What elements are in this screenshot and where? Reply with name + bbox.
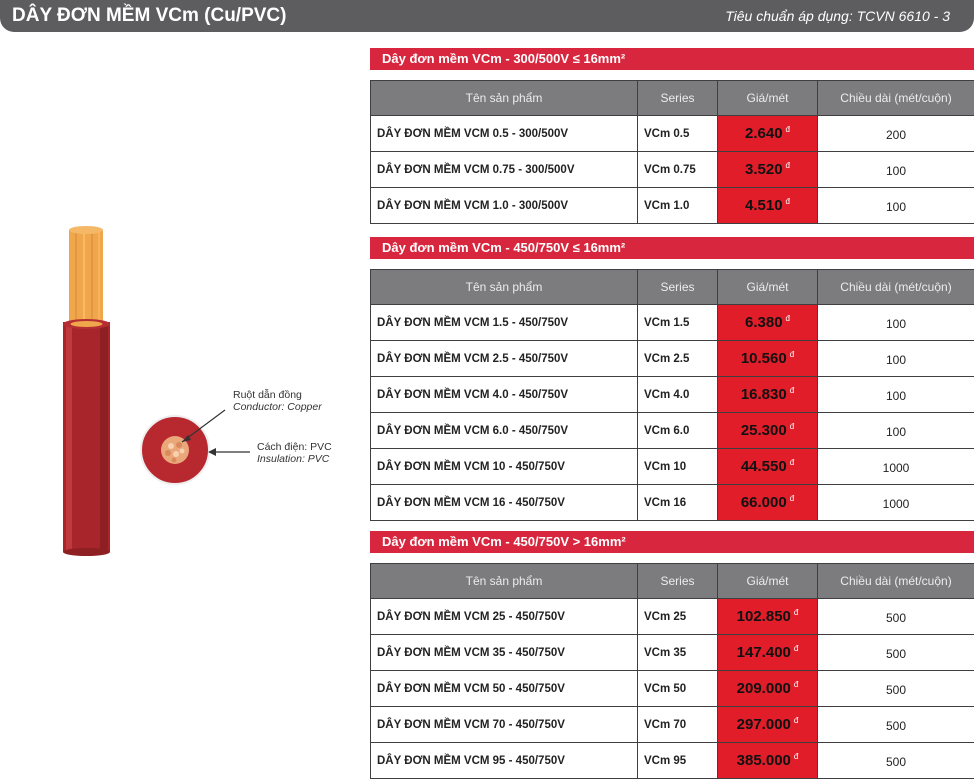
product-length: 1000 [818,485,974,521]
product-price: 147.400 $^đ$ [718,635,818,671]
product-name: DÂY ĐƠN MỀM VCM 1.5 - 450/750V [371,305,638,341]
product-price: 10.560 $^đ$ [718,341,818,377]
product-length: 100 [818,413,974,449]
product-price: 385.000 $^đ$ [718,743,818,779]
product-name: DÂY ĐƠN MỀM VCM 10 - 450/750V [371,449,638,485]
product-series: VCm 4.0 [638,377,718,413]
table-row [371,413,974,449]
table-row [371,188,974,224]
col-product-name: Tên sản phẩm [371,81,638,116]
product-length: 500 [818,599,974,635]
standard-note: Tiêu chuẩn áp dụng: TCVN 6610 - 3 [725,8,950,24]
col-price: Giá/mét [718,270,818,305]
product-series: VCm 50 [638,671,718,707]
table-row [371,635,974,671]
product-series: VCm 35 [638,635,718,671]
currency-symbol: đ [790,422,794,431]
currency-symbol: đ [794,752,798,761]
product-length: 100 [818,305,974,341]
col-price: Giá/mét [718,564,818,599]
conductor-label-en: Conductor: Copper [233,401,322,413]
price-table [370,80,974,224]
product-price: 2.640 $^đ$ [718,116,818,152]
col-length: Chiều dài (mét/cuộn) [818,270,974,305]
price-table [370,563,974,779]
product-name: DÂY ĐƠN MỀM VCM 95 - 450/750V [371,743,638,779]
table-header-row [371,270,974,305]
product-name: DÂY ĐƠN MỀM VCM 6.0 - 450/750V [371,413,638,449]
product-name: DÂY ĐƠN MỀM VCM 2.5 - 450/750V [371,341,638,377]
product-series: VCm 1.0 [638,188,718,224]
currency-symbol: đ [790,350,794,359]
currency-symbol: đ [786,197,790,206]
product-name: DÂY ĐƠN MỀM VCM 25 - 450/750V [371,599,638,635]
product-price: 297.000 $^đ$ [718,707,818,743]
currency-symbol: đ [786,125,790,134]
product-name: DÂY ĐƠN MỀM VCM 35 - 450/750V [371,635,638,671]
product-series: VCm 0.5 [638,116,718,152]
currency-symbol: đ [786,314,790,323]
product-price: 102.850 $^đ$ [718,599,818,635]
table-row [371,485,974,521]
section-title: Dây đơn mềm VCm - 450/750V ≤ 16mm² [370,237,974,259]
product-length: 100 [818,152,974,188]
product-series: VCm 70 [638,707,718,743]
insulation-label: Cách điện: PVC [257,441,332,453]
section-title: Dây đơn mềm VCm - 300/500V ≤ 16mm² [370,48,974,70]
table-row [371,707,974,743]
currency-symbol: đ [790,386,794,395]
section-title: Dây đơn mềm VCm - 450/750V > 16mm² [370,531,974,553]
table-row [371,743,974,779]
currency-symbol: đ [790,494,794,503]
product-series: VCm 2.5 [638,341,718,377]
currency-symbol: đ [786,161,790,170]
product-price: 25.300 $^đ$ [718,413,818,449]
product-length: 200 [818,116,974,152]
table-row [371,449,974,485]
product-price: 16.830 $^đ$ [718,377,818,413]
price-table [370,269,974,521]
currency-symbol: đ [794,716,798,725]
product-series: VCm 0.75 [638,152,718,188]
table-row [371,152,974,188]
product-length: 500 [818,671,974,707]
currency-symbol: đ [794,608,798,617]
product-name: DÂY ĐƠN MỀM VCM 16 - 450/750V [371,485,638,521]
col-product-name: Tên sản phẩm [371,270,638,305]
product-name: DÂY ĐƠN MỀM VCM 0.5 - 300/500V [371,116,638,152]
product-price: 44.550 $^đ$ [718,449,818,485]
col-series: Series [638,564,718,599]
product-series: VCm 1.5 [638,305,718,341]
product-series: VCm 25 [638,599,718,635]
product-length: 100 [818,341,974,377]
col-length: Chiều dài (mét/cuộn) [818,81,974,116]
price-section-2 [370,237,974,521]
product-name: DÂY ĐƠN MỀM VCM 1.0 - 300/500V [371,188,638,224]
product-length: 100 [818,188,974,224]
table-header-row [371,81,974,116]
product-length: 100 [818,377,974,413]
page-title: DÂY ĐƠN MỀM VCm (Cu/PVC) [12,5,286,27]
product-length: 500 [818,743,974,779]
product-name: DÂY ĐƠN MỀM VCM 4.0 - 450/750V [371,377,638,413]
product-price: 209.000 $^đ$ [718,671,818,707]
product-name: DÂY ĐƠN MỀM VCM 70 - 450/750V [371,707,638,743]
table-row [371,341,974,377]
product-series: VCm 6.0 [638,413,718,449]
page-header [0,0,974,32]
table-row [371,671,974,707]
table-row [371,599,974,635]
col-series: Series [638,270,718,305]
insulation-label-en: Insulation: PVC [257,453,330,465]
table-row [371,116,974,152]
price-section-3 [370,531,974,779]
currency-symbol: đ [794,680,798,689]
product-length: 500 [818,635,974,671]
table-row [371,377,974,413]
col-length: Chiều dài (mét/cuộn) [818,564,974,599]
product-series: VCm 16 [638,485,718,521]
cable-illustration [0,32,370,772]
cable-diagram [0,32,370,772]
product-price: 3.520 $^đ$ [718,152,818,188]
table-header-row [371,564,974,599]
price-section-1 [370,48,974,224]
currency-symbol: đ [794,644,798,653]
product-price: 66.000 $^đ$ [718,485,818,521]
product-name: DÂY ĐƠN MỀM VCM 0.75 - 300/500V [371,152,638,188]
copper-conductor [69,230,103,328]
table-row [371,305,974,341]
product-price: 4.510 $^đ$ [718,188,818,224]
product-price: 6.380 $^đ$ [718,305,818,341]
col-price: Giá/mét [718,81,818,116]
product-name: DÂY ĐƠN MỀM VCM 50 - 450/750V [371,671,638,707]
col-product-name: Tên sản phẩm [371,564,638,599]
product-series: VCm 95 [638,743,718,779]
product-series: VCm 10 [638,449,718,485]
conductor-label: Ruột dẫn đồng [233,388,302,401]
product-length: 500 [818,707,974,743]
currency-symbol: đ [790,458,794,467]
product-length: 1000 [818,449,974,485]
col-series: Series [638,81,718,116]
